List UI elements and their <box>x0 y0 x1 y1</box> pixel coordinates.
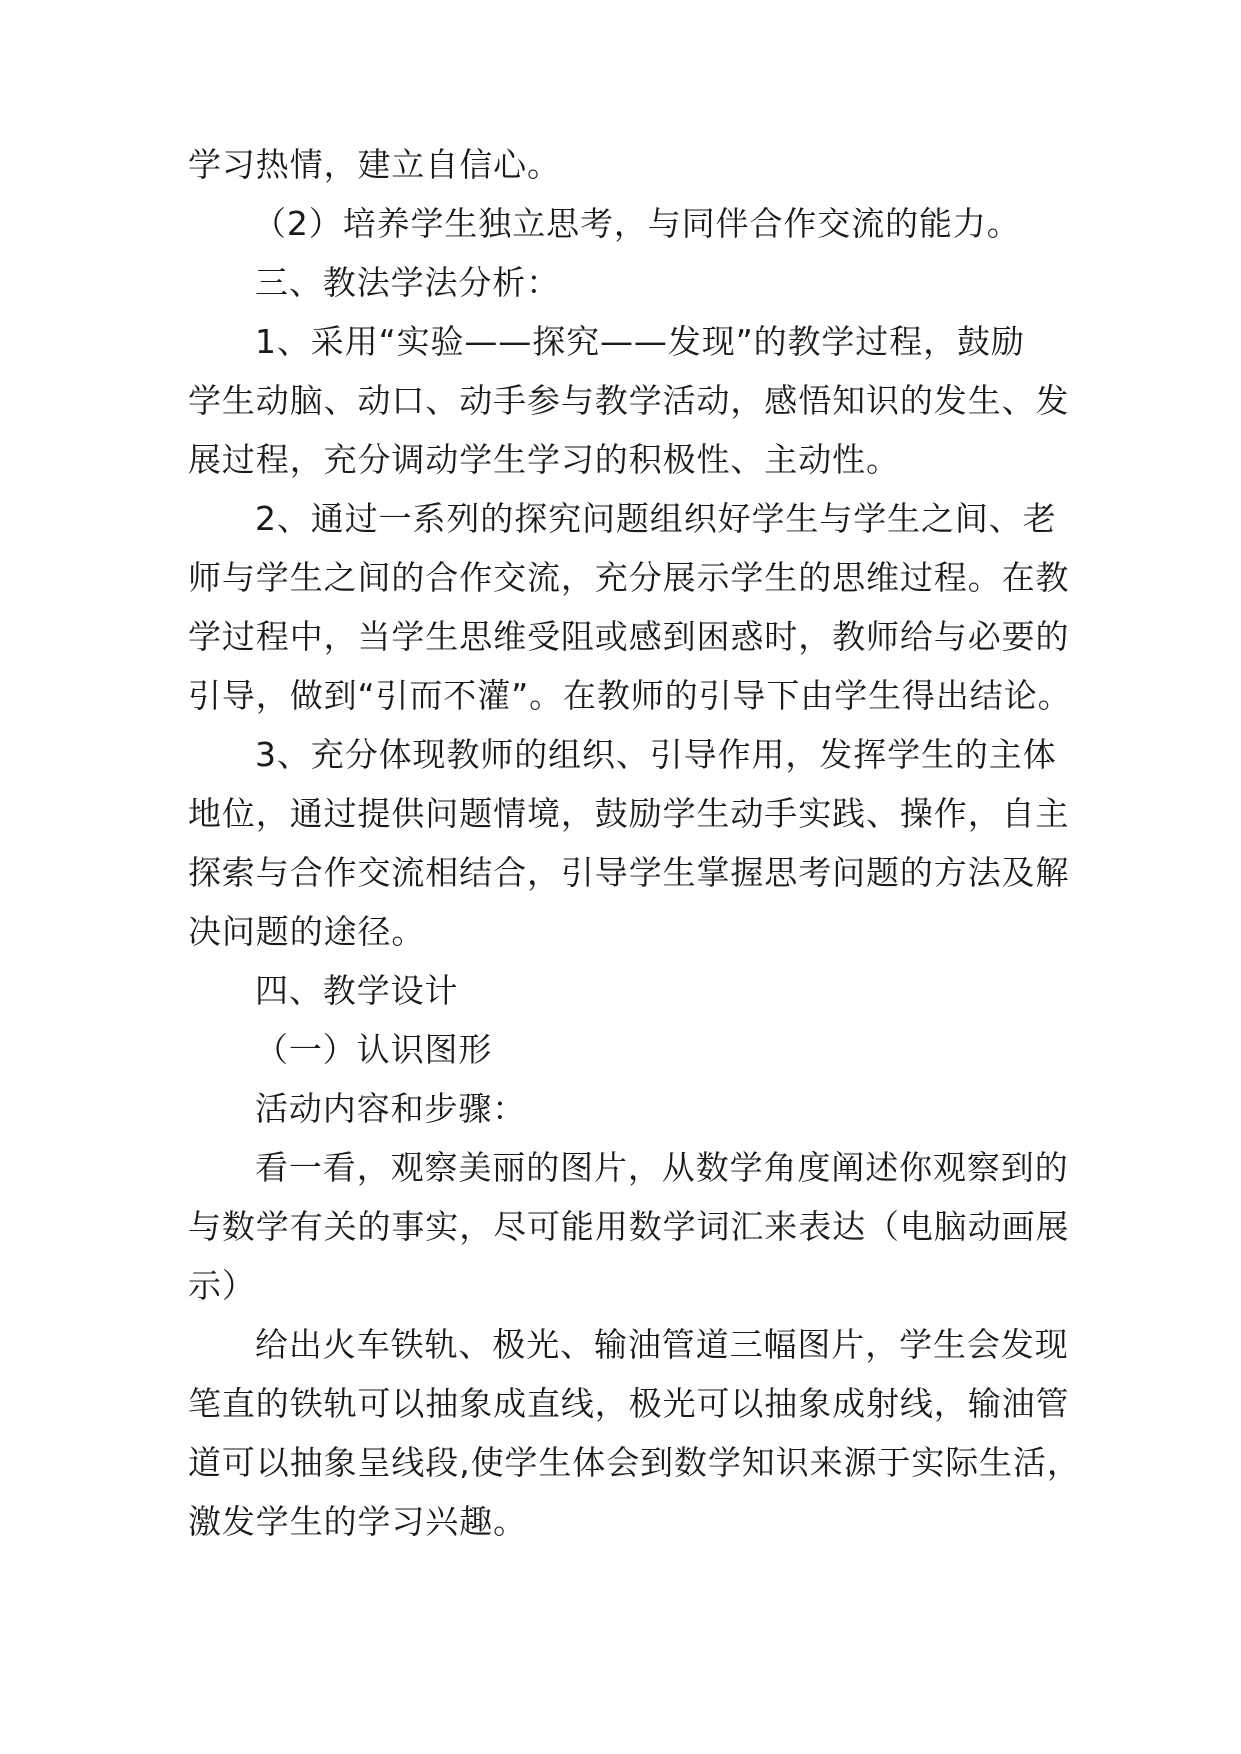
text-line: 笔直的铁轨可以抽象成直线，极光可以抽象成射线，输油管 <box>188 1384 1070 1423</box>
text-line: 给出火车铁轨、极光、输油管道三幅图片，学生会发现 <box>255 1325 1069 1364</box>
text-line: 3、充分体现教师的组织、引导作用，发挥学生的主体 <box>255 735 1057 774</box>
text-line: 1、采用“实验——探究——发现”的教学过程，鼓励 <box>255 322 1025 361</box>
text-line: 决问题的途径。 <box>188 912 426 951</box>
subsection-heading: （一）认识图形 <box>255 1030 493 1069</box>
text-line: （2）培养学生独立思考，与同伴合作交流的能力。 <box>253 204 1021 243</box>
text-line: 与数学有关的事实，尽可能用数学词汇来表达（电脑动画展 <box>188 1207 1070 1246</box>
text-line: 激发学生的学习兴趣。 <box>188 1502 527 1541</box>
text-line: 道可以抽象呈线段,使学生体会到数学知识来源于实际生活， <box>188 1443 1081 1482</box>
text-line: 师与学生之间的合作交流，充分展示学生的思维过程。在教 <box>188 558 1070 597</box>
section-heading: 三、教法学法分析： <box>255 263 561 302</box>
text-line: 看一看，观察美丽的图片，从数学角度阐述你观察到的 <box>255 1148 1069 1187</box>
text-line: 2、通过一系列的探究问题组织好学生与学生之间、老 <box>255 499 1057 538</box>
section-heading: 四、教学设计 <box>255 971 459 1010</box>
text-line: 展过程，充分调动学生学习的积极性、主动性。 <box>188 440 900 479</box>
text-line: 地位，通过提供问题情境，鼓励学生动手实践、操作，自主 <box>188 794 1070 833</box>
text-line: 引导，做到“引而不灌”。在教师的引导下由学生得出结论。 <box>188 676 1072 715</box>
text-line: 探索与合作交流相结合，引导学生掌握思考问题的方法及解 <box>188 853 1070 892</box>
text-line: 示） <box>188 1266 256 1305</box>
text-line: 学生动脑、动口、动手参与教学活动，感悟知识的发生、发 <box>188 381 1070 420</box>
text-line: 学过程中，当学生思维受阻或感到困惑时，教师给与必要的 <box>188 617 1070 656</box>
text-line: 活动内容和步骤： <box>255 1089 527 1128</box>
text-line: 学习热情，建立自信心。 <box>188 145 561 184</box>
